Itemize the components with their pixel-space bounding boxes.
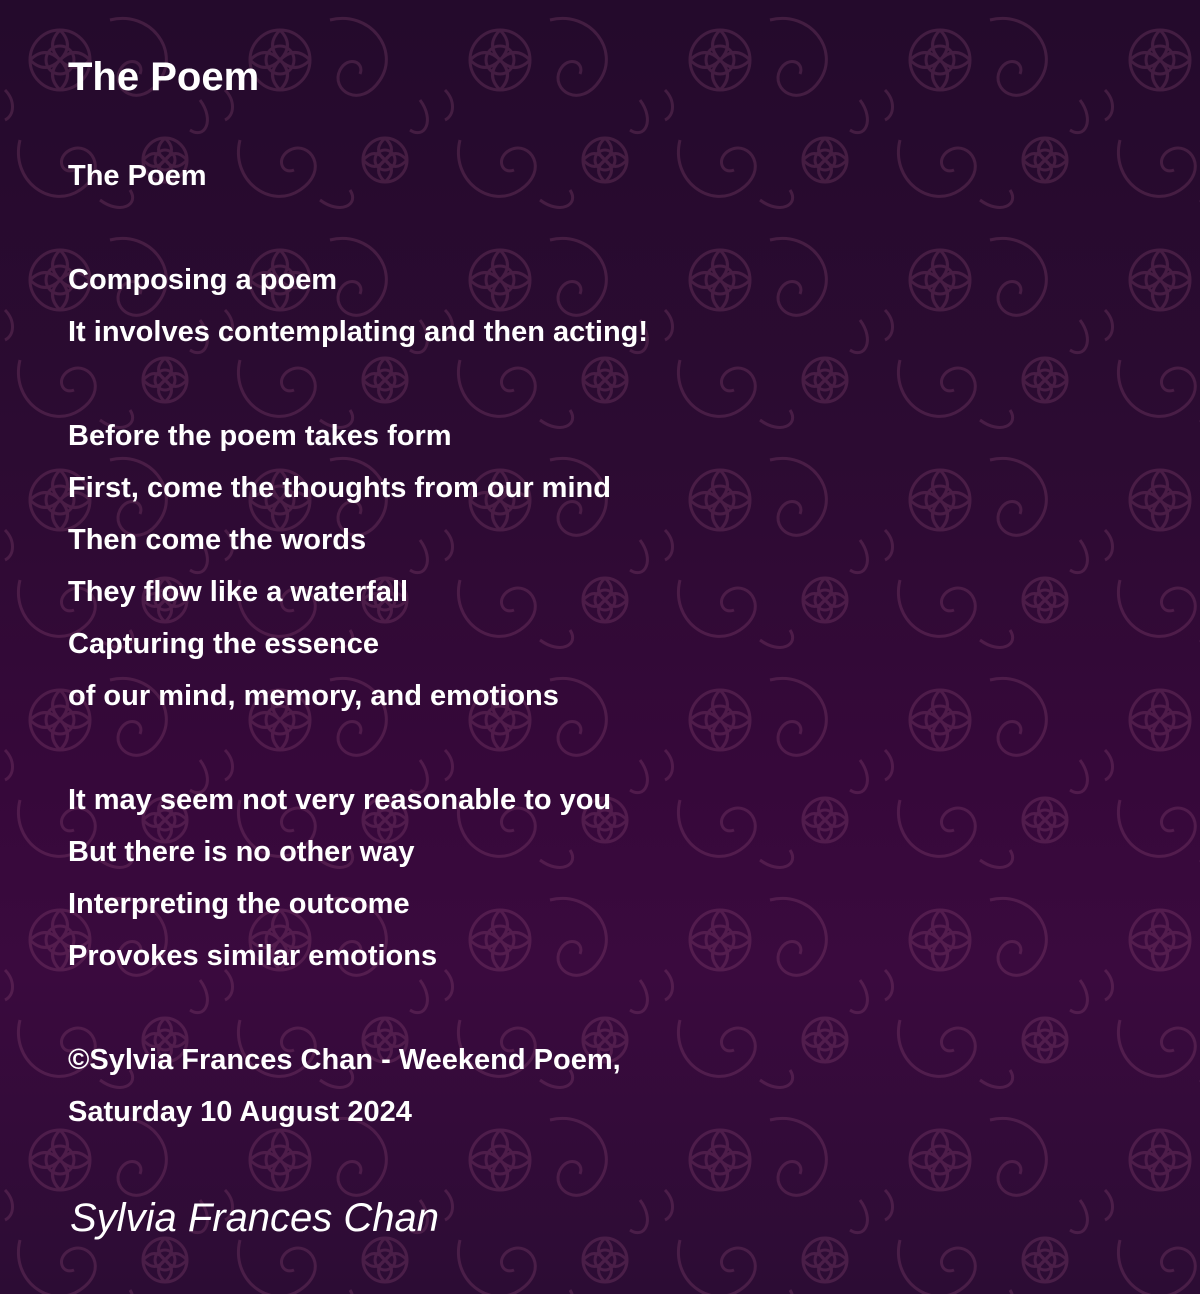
poem-line: It may seem not very reasonable to you bbox=[68, 784, 612, 816]
poem-line: It involves contemplating and then acting! bbox=[68, 316, 649, 348]
stanza-break bbox=[68, 202, 1068, 254]
poem-line: Capturing the essence bbox=[68, 628, 380, 660]
stanza-break bbox=[68, 982, 1068, 1034]
date-line: Saturday 10 August 2024 bbox=[68, 1096, 412, 1128]
stanza-break bbox=[68, 358, 1068, 410]
stanza-break bbox=[68, 722, 1068, 774]
poem-heading: The Poem bbox=[68, 160, 207, 192]
poem-line: Composing a poem bbox=[68, 264, 338, 296]
page-title: The Poem bbox=[68, 55, 260, 99]
poem-line: They flow like a waterfall bbox=[68, 576, 409, 608]
poem-line: Then come the words bbox=[68, 524, 367, 556]
copyright-line: ©Sylvia Frances Chan - Weekend Poem, bbox=[68, 1044, 621, 1076]
author-name: Sylvia Frances Chan bbox=[70, 1196, 440, 1240]
poem-line: Before the poem takes form bbox=[68, 420, 452, 452]
poem-line: First, come the thoughts from our mind bbox=[68, 472, 611, 504]
poem-line: of our mind, memory, and emotions bbox=[68, 680, 559, 712]
poem-line: But there is no other way bbox=[68, 836, 415, 868]
poem-line: Interpreting the outcome bbox=[68, 888, 410, 920]
poem-body bbox=[68, 150, 1068, 1138]
poem-line: Provokes similar emotions bbox=[68, 940, 438, 972]
